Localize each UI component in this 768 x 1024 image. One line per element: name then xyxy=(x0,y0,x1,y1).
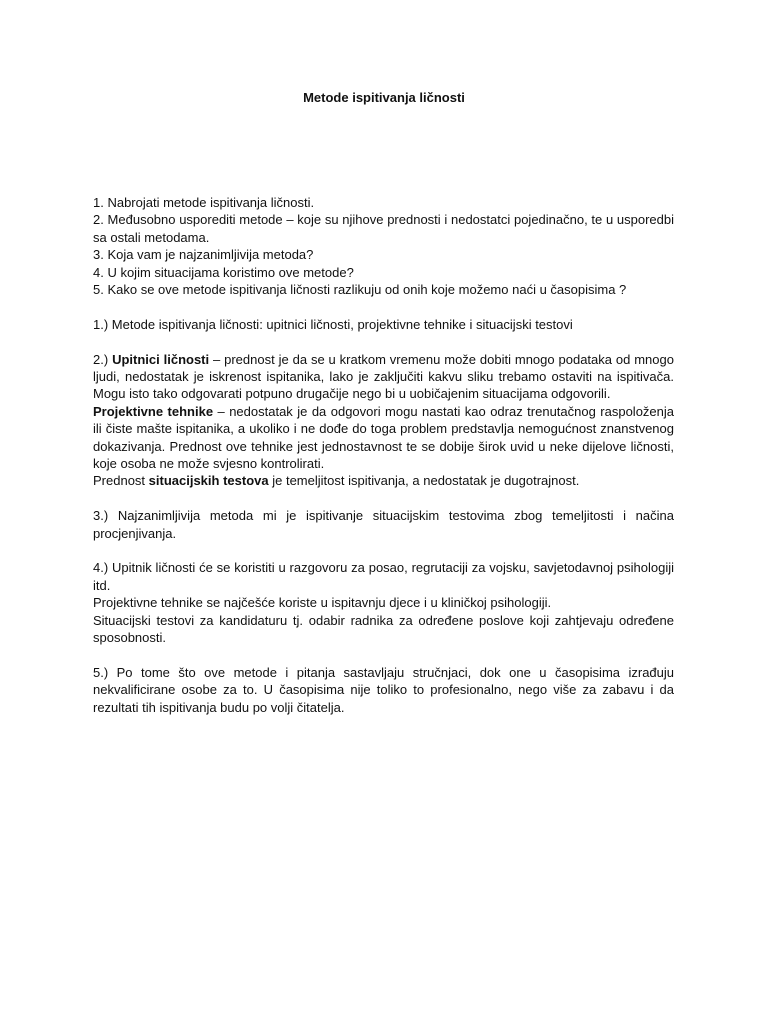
answer-3: 3.) Najzanimljivija metoda mi je ispitivanje situacijskim testovima zbog temeljitosti i načina procjenjivanja. xyxy=(93,508,674,541)
question-1: 1. Nabrojati metode ispitivanja ličnosti. xyxy=(93,195,315,210)
situacijski-prefix: Prednost xyxy=(93,473,149,489)
answer-1: 1.) Metode ispitivanja ličnosti: upitnici ličnosti, projektivne tehnike i situacijski testovi xyxy=(93,316,573,332)
answer-2-upitnici xyxy=(93,351,674,403)
document-body xyxy=(93,194,674,716)
upitnici-label: Upitnici ličnosti xyxy=(112,351,210,367)
answer-2-prefix: 2.) xyxy=(93,351,113,367)
answer-2-situacijski xyxy=(93,472,674,489)
question-4: 4. U kojim situacijama koristimo ove metode? xyxy=(93,264,354,280)
answer-4-line-3: Situacijski testovi za kandidaturu tj. odabir radnika za određene poslove koji zahtjevaju određene sposobnosti. xyxy=(93,612,674,646)
situacijski-text: je temeljitost ispitivanja, a nedostatak je dugotrajnost. xyxy=(268,473,580,489)
answer-4-line-1: 4.) Upitnik ličnosti će se koristiti u razgovoru za posao, regrutaciji za vojsku, savjetodavnoj psihologiji itd. xyxy=(93,560,674,593)
answer-4-line-2: Projektivne tehnike se najčešće koriste u ispitavnju djece i u kliničkoj psihologiji. xyxy=(93,595,552,611)
projektivne-label: Projektivne tehnike xyxy=(93,403,214,419)
upitnici-text: – prednost je da se u kratkom vremenu može dobiti mnogo podataka od mnogo ljudi, nedostatak je iskrenost ispitanika, lako je zaključiti kakvu sliku trebamo ostaviti na ispitivača. Mogu isto tako odgovarati potpuno drugačije nego bi u uobičajenim situacijama odgovorili. xyxy=(93,351,674,402)
answer-5: 5.) Po tome što ove metode i pitanja sastavljaju stručnjaci, dok one u časopisima izrađuju nekvalificirane osobe za to. U časopisima nije toliko to profesionalno, nego više za zabavu i da rezultati tih ispitivanja budu po volji čitatelja. xyxy=(93,664,674,715)
projektivne-text: – nedostatak je da odgovori mogu nastati kao odraz trenutačnog raspoloženja ili čiste mašte ispitanika, a ukoliko i ne dođe do toga problem predstavlja nemogućnost znanstvenog dokazivanja. Prednost ove tehnike jest jednostavnost te se dobije širok uvid u neke dijelove ličnosti, koje osoba ne može svjesno kontrolirati. xyxy=(93,403,675,472)
document-title: Metode ispitivanja ličnosti xyxy=(303,90,465,105)
question-3: 3. Koja vam je najzanimljivija metoda? xyxy=(93,247,314,263)
questions-list xyxy=(93,194,674,298)
answer-2-projektivne xyxy=(93,403,674,473)
question-5: 5. Kako se ove metode ispitivanja ličnosti razlikuju od onih koje možemo naći u časopisima ? xyxy=(93,282,627,298)
situacijski-label: situacijskih testova xyxy=(148,473,269,489)
question-2: 2. Međusobno usporediti metode – koje su njihove prednosti i nedostatci pojedinačno, te u usporedbi sa ostali metodama. xyxy=(93,212,674,245)
